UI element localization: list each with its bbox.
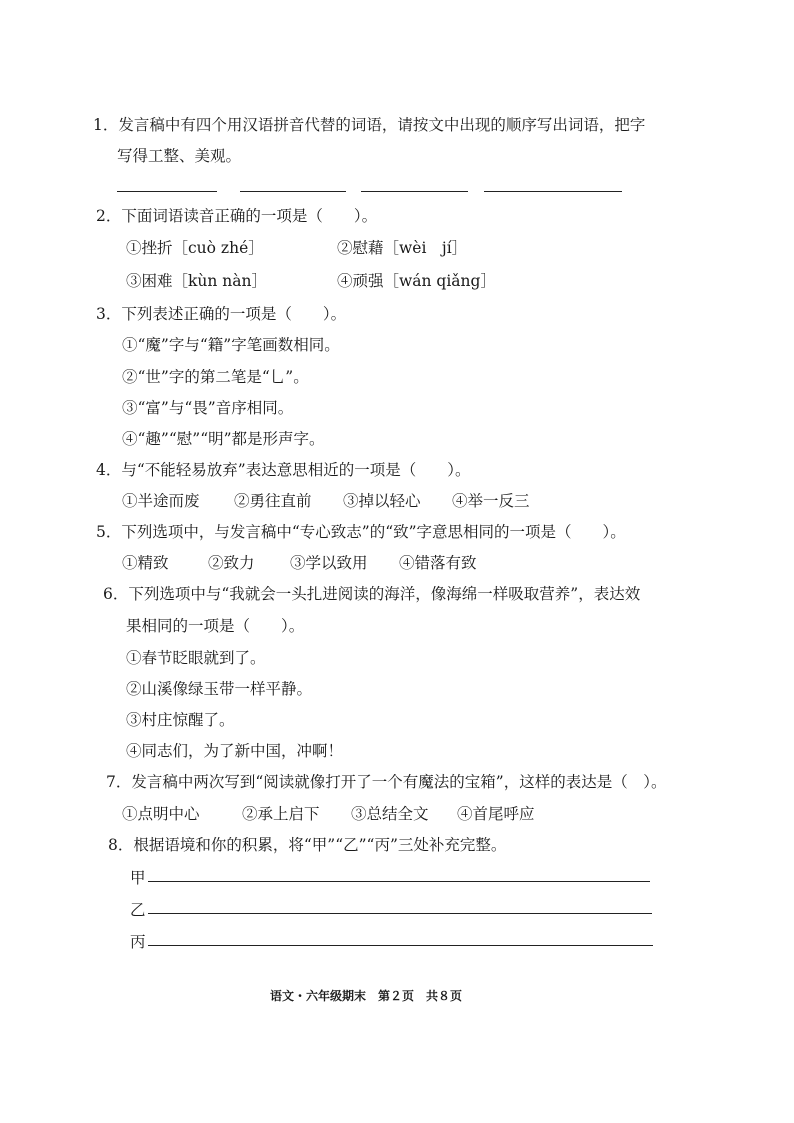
q3-option-3[interactable]: ③“富”与“畏”音序相同。: [122, 399, 294, 417]
q4-option-3[interactable]: ③掉以轻心: [343, 492, 421, 510]
q7-option-3[interactable]: ③总结全文: [351, 805, 429, 823]
q4-option-4[interactable]: ④举一反三: [452, 492, 530, 510]
q6-option-1[interactable]: ①春节眨眼就到了。: [126, 649, 266, 667]
q3-option-2[interactable]: ②“世”字的第二笔是“乚”。: [122, 368, 309, 386]
q3-option-1[interactable]: ①“魔”字与“籍”字笔画数相同。: [122, 336, 340, 354]
q2-option-4[interactable]: ④顽强［wán qiǎng］: [337, 272, 496, 290]
q5-option-4[interactable]: ④错落有致: [399, 554, 477, 572]
q1-blank-2[interactable]: [240, 191, 346, 192]
q5-option-2[interactable]: ②致力: [208, 554, 255, 572]
q7-option-2[interactable]: ②承上启下: [242, 805, 320, 823]
q8-stem: 8．根据语境和你的积累，将“甲”“乙”“丙”三处补充完整。: [108, 836, 507, 854]
q1-blank-4[interactable]: [484, 191, 622, 192]
q3-stem: 3．下列表述正确的一项是（ ）。: [96, 305, 347, 323]
q4-option-2[interactable]: ②勇往直前: [234, 492, 312, 510]
q2-stem: 2．下面词语读音正确的一项是（ ）。: [96, 207, 378, 225]
q1-line2: 写得工整、美观。: [117, 147, 242, 165]
q6-option-2[interactable]: ②山溪像绿玉带一样平静。: [126, 680, 313, 698]
q5-option-1[interactable]: ①精致: [122, 554, 169, 572]
q6-option-3[interactable]: ③村庄惊醒了。: [126, 711, 235, 729]
q2-option-1[interactable]: ①挫折［cuò zhé］: [126, 239, 264, 257]
q6-line1: 6．下列选项中与“我就会一头扎进阅读的海洋，像海绵一样吸取营养”，表达效: [103, 585, 641, 603]
q6-line2: 果相同的一项是（ ）。: [126, 617, 305, 635]
q4-option-1[interactable]: ①半途而废: [122, 492, 200, 510]
q3-option-4[interactable]: ④“趣”“慰”“明”都是形声字。: [122, 430, 325, 448]
q2-option-3[interactable]: ③困难［kùn nàn］: [126, 272, 267, 290]
q5-option-3[interactable]: ③学以致用: [290, 554, 368, 572]
q6-option-4[interactable]: ④同志们，为了新中国，冲啊！: [126, 742, 344, 760]
q1-blank-1[interactable]: [117, 191, 217, 192]
q2-option-2[interactable]: ②慰藉［wèi jí］: [337, 239, 468, 257]
q7-stem: 7．发言稿中两次写到“阅读就像打开了一个有魔法的宝箱”，这样的表达是（ ）。: [106, 773, 667, 791]
q7-option-4[interactable]: ④首尾呼应: [457, 805, 535, 823]
page-footer: 语文・六年级期末 第２页 共８页: [270, 989, 463, 1003]
q8-label-bing: 丙: [130, 933, 146, 951]
q8-fill-jia[interactable]: [148, 881, 650, 882]
q8-fill-bing[interactable]: [148, 945, 653, 946]
q8-label-yi: 乙: [130, 901, 146, 919]
q4-stem: 4．与“不能轻易放弃”表达意思相近的一项是（ ）。: [96, 461, 471, 479]
q7-option-1[interactable]: ①点明中心: [122, 805, 200, 823]
q1-blank-3[interactable]: [361, 191, 468, 192]
q8-fill-yi[interactable]: [148, 913, 652, 914]
q8-label-jia: 甲: [130, 869, 146, 887]
q5-stem: 5．下列选项中，与发言稿中“专心致志”的“致”字意思相同的一项是（ ）。: [96, 523, 626, 541]
q1-line1: 1．发言稿中有四个用汉语拼音代替的词语，请按文中出现的顺序写出词语，把字: [93, 116, 646, 134]
